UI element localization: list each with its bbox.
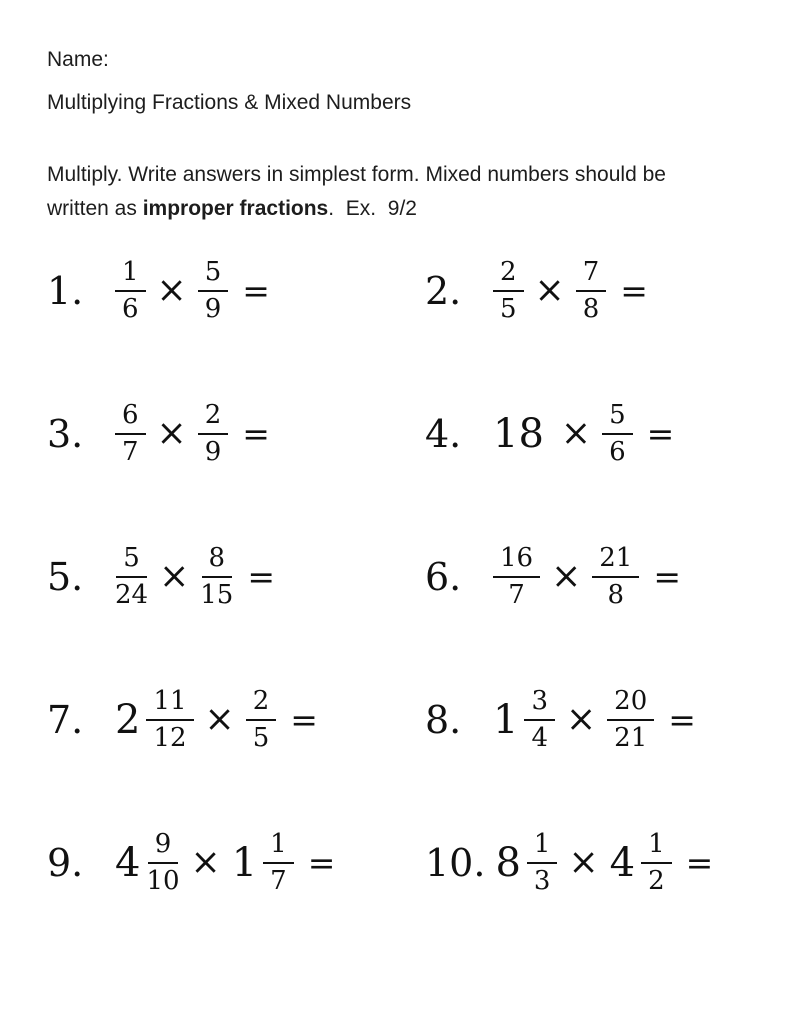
equals-sign: = [242, 414, 270, 453]
fraction [493, 544, 540, 608]
factor-term [115, 401, 146, 465]
fraction [198, 401, 229, 465]
fraction [576, 258, 607, 322]
equals-sign: = [646, 414, 675, 453]
denominator: 7 [122, 436, 139, 467]
factor-term [198, 258, 229, 322]
numerator: 9 [148, 830, 179, 863]
factor-term [115, 544, 148, 608]
problem-cell [47, 505, 425, 648]
multiply-sign: × [551, 556, 582, 597]
problem-cell [47, 219, 425, 362]
whole-number: 4 [115, 839, 141, 886]
fraction [592, 544, 639, 608]
problem-cell [425, 219, 773, 362]
name-label: Name: [47, 48, 109, 71]
denominator: 24 [115, 579, 149, 610]
numerator: 1 [527, 830, 558, 863]
factor-term [115, 830, 180, 894]
denominator: 3 [533, 865, 551, 896]
problem-number: 5. [47, 554, 84, 599]
denominator: 5 [500, 293, 517, 324]
problem-number: 4. [425, 411, 462, 456]
multiply-sign: × [159, 556, 190, 597]
multiply-sign: × [156, 270, 187, 311]
numerator: 2 [493, 258, 524, 291]
denominator: 4 [531, 722, 548, 753]
equals-sign: = [620, 271, 648, 310]
whole-number: 18 [493, 410, 544, 457]
fraction [607, 687, 654, 751]
whole-number: 8 [495, 839, 521, 886]
problem-cell [47, 791, 425, 934]
denominator: 6 [609, 436, 626, 467]
instructions [47, 158, 733, 226]
multiply-sign: × [204, 699, 235, 740]
denominator: 5 [252, 722, 270, 753]
numerator: 8 [202, 544, 233, 577]
factor-term [493, 411, 550, 457]
factor-term [493, 544, 540, 608]
denominator: 21 [614, 722, 648, 753]
instructions-text: Multiply. Write answers in simplest form. Mixed numbers should be [47, 163, 666, 186]
problem-number: 2. [425, 268, 462, 313]
denominator: 9 [204, 436, 222, 467]
instructions-line-1 [47, 158, 733, 192]
factor-term [232, 830, 294, 894]
equals-sign: = [685, 843, 714, 882]
instructions-text: written as [47, 197, 143, 220]
problem-7 [47, 687, 318, 751]
fraction [115, 258, 146, 322]
fraction [115, 544, 148, 608]
multiply-sign: × [534, 270, 565, 311]
problem-9 [47, 830, 335, 894]
worksheet-title: Multiplying Fractions & Mixed Numbers [47, 91, 412, 114]
numerator: 1 [641, 830, 672, 863]
fraction [524, 687, 555, 751]
problem-number: 6. [425, 554, 462, 599]
problem-4 [425, 401, 674, 465]
multiply-sign: × [190, 842, 221, 883]
problem-row [47, 791, 773, 934]
numerator: 16 [493, 544, 540, 577]
fraction [198, 258, 229, 322]
numerator: 5 [602, 401, 633, 434]
numerator: 11 [146, 687, 193, 720]
denominator: 15 [200, 579, 234, 610]
fraction [200, 544, 233, 608]
numerator: 1 [115, 258, 146, 291]
equals-sign: = [653, 557, 682, 596]
problem-number: 3. [47, 411, 84, 456]
numerator: 5 [198, 258, 229, 291]
denominator: 6 [122, 293, 139, 324]
problem-cell [47, 648, 425, 791]
multiply-sign: × [156, 413, 187, 454]
denominator: 7 [270, 865, 287, 896]
multiply-sign: × [568, 842, 599, 883]
factor-term [198, 401, 229, 465]
numerator: 1 [263, 830, 294, 863]
problem-number: 10. [425, 840, 486, 885]
problem-number: 1. [47, 268, 84, 313]
problem-cell [425, 505, 773, 648]
whole-number: 1 [493, 696, 519, 743]
factor-term [115, 258, 146, 322]
denominator: 10 [146, 865, 180, 896]
problem-number: 9. [47, 840, 84, 885]
problem-row [47, 362, 773, 505]
numerator: 3 [524, 687, 555, 720]
numerator: 7 [576, 258, 607, 291]
problem-row [47, 219, 773, 362]
fraction [246, 687, 277, 751]
instructions-bold-text: improper fractions [142, 197, 329, 220]
denominator: 12 [153, 722, 187, 753]
worksheet-header [47, 48, 753, 115]
problem-2 [425, 258, 648, 322]
equals-sign: = [668, 700, 696, 739]
problem-10 [425, 830, 713, 894]
equals-sign: = [247, 557, 276, 596]
instructions-example-text: . Ex. 9/2 [328, 197, 417, 220]
problem-cell [425, 362, 773, 505]
factor-term [493, 258, 524, 322]
fraction [527, 830, 558, 894]
whole-number: 2 [115, 696, 141, 743]
problem-cell [47, 362, 425, 505]
fraction [115, 401, 146, 465]
factor-term [607, 687, 654, 751]
whole-number: 4 [609, 839, 636, 886]
denominator: 8 [582, 293, 600, 324]
whole-number: 1 [231, 839, 258, 886]
numerator: 2 [246, 687, 277, 720]
problem-row [47, 505, 773, 648]
factor-term [576, 258, 607, 322]
equals-sign: = [290, 700, 318, 739]
problem-3 [47, 401, 270, 465]
problems-list [47, 219, 773, 934]
multiply-sign: × [566, 699, 597, 740]
problem-number: 8. [425, 697, 462, 742]
denominator: 8 [607, 579, 625, 610]
multiply-sign: × [560, 413, 592, 454]
factor-term [592, 544, 639, 608]
numerator: 2 [198, 401, 229, 434]
problem-cell [425, 648, 773, 791]
numerator: 21 [592, 544, 639, 577]
factor-term [602, 401, 633, 465]
factor-term [610, 830, 672, 894]
problem-5 [47, 544, 275, 608]
factor-term [493, 687, 555, 751]
problem-6 [425, 544, 681, 608]
problem-1 [47, 258, 270, 322]
fraction [641, 830, 672, 894]
denominator: 7 [508, 579, 525, 610]
fraction [146, 830, 179, 894]
numerator: 5 [116, 544, 147, 577]
problem-number: 7. [47, 697, 84, 742]
factor-term [115, 687, 194, 751]
problem-row [47, 648, 773, 791]
factor-term [495, 830, 557, 894]
factor-term [200, 544, 233, 608]
fraction [146, 687, 193, 751]
denominator: 2 [648, 865, 665, 896]
factor-term [246, 687, 277, 751]
fraction [263, 830, 294, 894]
fraction [493, 258, 524, 322]
equals-sign: = [242, 271, 270, 310]
problem-8 [425, 687, 696, 751]
numerator: 6 [115, 401, 146, 434]
fraction [602, 401, 633, 465]
problem-cell [425, 791, 773, 934]
equals-sign: = [307, 843, 336, 882]
numerator: 20 [607, 687, 654, 720]
denominator: 9 [204, 293, 222, 324]
